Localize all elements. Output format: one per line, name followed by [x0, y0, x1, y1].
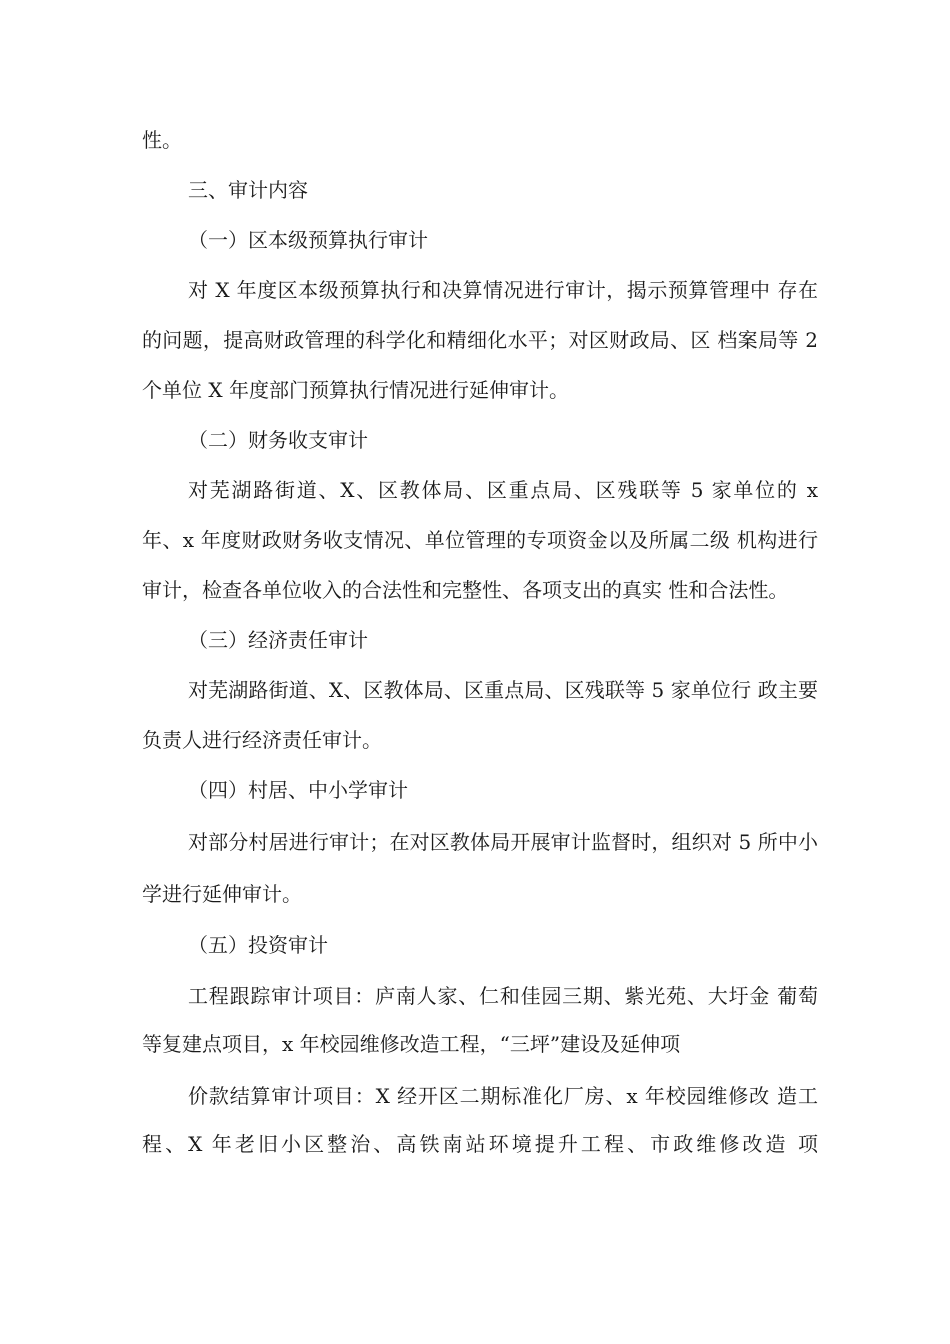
paragraph-line: 对部分村居进行审计；在对区教体局开展审计监督时，组织对 5 所中小 [188, 830, 818, 854]
paragraph-line: 等复建点项目，x 年校园维修改造工程，“三坪”建设及延伸项 [142, 1032, 681, 1056]
paragraph-line: 对芜湖路街道、X、区教体局、区重点局、区残联等 5 家单位的 x [188, 478, 818, 502]
paragraph-line: 个单位 X 年度部门预算执行情况进行延伸审计。 [142, 378, 569, 402]
paragraph-line: 工程跟踪审计项目：庐南人家、仁和佳园三期、紫光苑、大圩金 葡萄 [188, 984, 818, 1008]
paragraph-line: 年、x 年度财政财务收支情况、单位管理的专项资金以及所属二级 机构进行 [142, 528, 818, 552]
section-heading: 三、审计内容 [188, 178, 308, 202]
subsection-heading: （二）财务收支审计 [188, 428, 368, 452]
paragraph-line: 学进行延伸审计。 [142, 882, 302, 906]
paragraph-line: 审计，检查各单位收入的合法性和完整性、各项支出的真实 性和合法性。 [142, 578, 789, 602]
paragraph-line: 的问题，提高财政管理的科学化和精细化水平；对区财政局、区 档案局等 2 [142, 328, 818, 352]
paragraph-line: 负责人进行经济责任审计。 [142, 728, 382, 752]
paragraph-line: 对芜湖路街道、X、区教体局、区重点局、区残联等 5 家单位行 政主要 [188, 678, 818, 702]
paragraph-line: 程、X 年老旧小区整治、高铁南站环境提升工程、市政维修改造 项 [142, 1132, 818, 1156]
paragraph-line: 对 X 年度区本级预算执行和决算情况进行审计，揭示预算管理中 存在 [188, 278, 818, 302]
subsection-heading: （三）经济责任审计 [188, 628, 368, 652]
paragraph-line: 性。 [142, 128, 182, 152]
paragraph-line: 价款结算审计项目：X 经开区二期标准化厂房、x 年校园维修改 造工 [188, 1084, 818, 1108]
subsection-heading: （一）区本级预算执行审计 [188, 228, 428, 252]
subsection-heading: （四）村居、中小学审计 [188, 778, 408, 802]
subsection-heading: （五）投资审计 [188, 933, 328, 957]
